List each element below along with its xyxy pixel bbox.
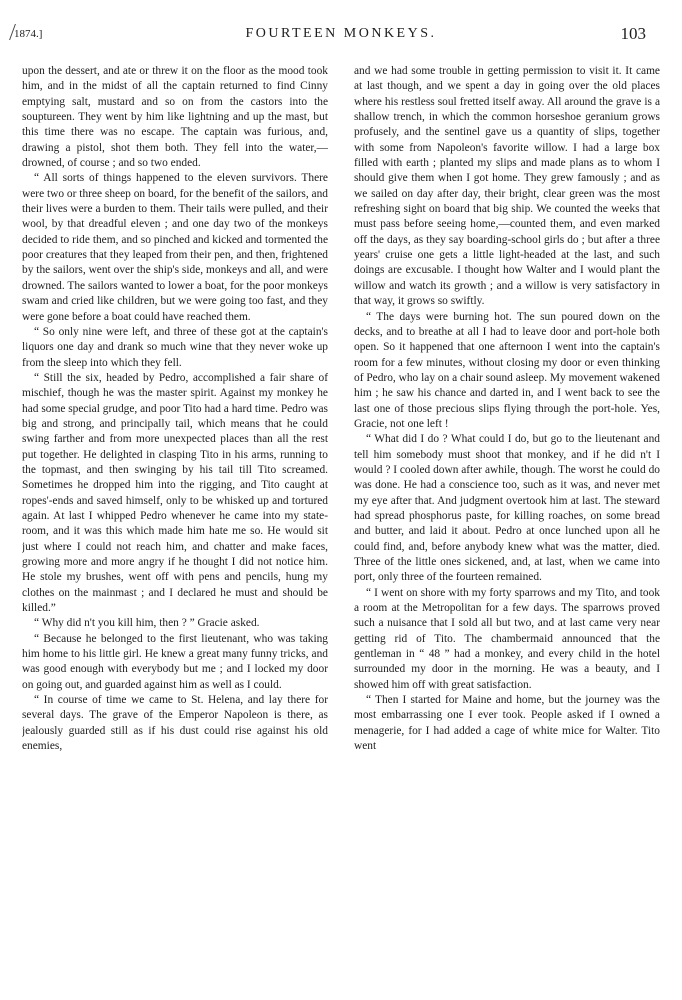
text-columns xyxy=(22,64,660,990)
paragraph: “ Because he belonged to the first lieutenant, who was taking him home to his little girl. He knew a great many funny tricks, and was good enough with everybody but me ; and I locked my door on going out, and guarded against him as well as I could. xyxy=(22,632,328,691)
paragraph: “ Why did n't you kill him, then ? ” Gracie asked. xyxy=(34,617,260,630)
header-year: 1874.] xyxy=(14,28,43,40)
paragraph: “ All sorts of things happened to the eleven survivors. There were two or three sheep on board, for the benefit of the sailors, and their lives were a burden to them. Their tails were pulled, and their wool, by that dreadful eleven ; and one day two of the monkeys decided to ride them, and so pinched and kicked and tormented the poor creatures that they leaped from their pen, and then, frightened by the sailors, went over the ship's side, monkeys and all, and were drowned. The sailors wanted to lower a boat, for the poor monkeys swam and cried like children, but we were going too fast, and they were gone before a boat could have reached them. xyxy=(22,172,328,323)
page-number: 103 xyxy=(620,24,646,43)
paragraph: “ What did I do ? What could I do, but go to the lieutenant and tell him somebody must shoot that monkey, and if he did n't I would ? I cooled down after awhile, though. The worst he could do was done. He had a conscience too, such as it was, and never met my eye after that. And judgment overtook him at last. The steward had spread phosphorus paste, for killing roaches, on some bread and butter, and laid it about. Pedro at once lunched upon all he could find, and, before anybody knew what was the matter, died. Three of the little ones sickened, and, at last, when we came into port, only three of the fourteen remained. xyxy=(354,433,660,584)
paragraph: and we had some trouble in getting permission to visit it. It came at last though, and we spent a day in going over the old places where his restless soul fretted itself away. All around the grave is a shallow trench, in which the common horseshoe geranium grows profusely, and the sentinel gave us a quantity of slips, together with some from Napoleon's favorite willow. I had a large box filled with earth ; planted my slips and made plans as to whom I should give them when I got home. They grew famously ; and as we sailed on day after day, their bright, clear green was the most refreshing sight on board that big ship. We counted the weeks that must pass before seeing home,—counted them, and even marked off the days, as they say boarding-school girls do ; but after a three years' cruise one gets a little light-headed at the last, and such doings are excusable. I thought how Walter and I would plant the willow and watch its growth ; and a willow is very satisfactory in that way, it grows so swiftly. xyxy=(354,65,660,308)
paragraph: “ I went on shore with my forty sparrows and my Tito, and took a room at the Metropolitan for a few days. The sparrows proved such a nuisance that I sold all but two, and at last came very near getting rid of Tito. The chambermaid announced that the gentleman in “ 48 ” had a monkey, and every child in the hotel surrounded my door in the morning. He was a beauty, and I showed him off with great satisfaction. xyxy=(354,586,660,691)
paragraph: “ Then I started for Maine and home, but the journey was the most embarrassing one I ever took. People asked if I owned a menagerie, for I had added a cage of white mice for Walter. Tito went xyxy=(354,694,660,753)
running-header xyxy=(0,24,682,46)
header-title: FOURTEEN MONKEYS. xyxy=(245,26,437,41)
paragraph: “ So only nine were left, and three of these got at the captain's liquors one day and drank so much wine that they never woke up from the sleep into which they fell. xyxy=(22,325,328,369)
right-column xyxy=(354,64,660,990)
left-column xyxy=(22,64,328,990)
paragraph: “ Still the six, headed by Pedro, accomplished a fair share of mischief, though he was the master spirit. Against my monkey he had some special grudge, and poor Tito had a hard time. Pedro was big and strong, and principally tail, which means that he could swing farther and from more unexpected places than all the rest put together. He delighted in clasping Tito in his arms, running to the topmast, and then swinging by his tail till Tito screamed. Sometimes he dropped him into the rigging, and Tito caught at ropes'-ends and saved himself, only to be whisked up and tortured again. At last I whipped Pedro whenever he came into my state-room, and it was this which made him hate me so. He would sit just where I could not reach him, and chatter and make faces, growing more and more angry if he thought I did not notice him. He stole my brushes, went off with pens and pencils, hung my clothes on the mainmast ; and I declared he must and should be killed.” xyxy=(22,371,328,615)
paragraph: “ The days were burning hot. The sun poured down on the decks, and to breathe at all I had to leave door and port-hole both open. So it happened that one afternoon I went into the captain's room for a few minutes, without closing my door or even thinking of Pedro, who lay on a chair sound asleep. My movement wakened him ; he saw his chance and darted in, and I went back to see the last one of those precious slips flying through the port-hole. Yes, Gracie, not one left ! xyxy=(354,310,660,430)
paragraph: upon the dessert, and ate or threw it on the floor as the mood took him, and in the midst of all the captain returned to find Cinny emptying salt, mustard and so on from the castors into the souptureen. They went by him like lightning and up the mast, but this time there was no escape. The captain was furious, and, drawing a pistol, shot them both. They fell into the water,—drowned, of course ; and so two ended. xyxy=(22,65,328,170)
paragraph: “ In course of time we came to St. Helena, and lay there for several days. The grave of the Emperor Napoleon is there, as jealously guarded still as if his dust could rise against his old enemies, xyxy=(22,694,328,753)
